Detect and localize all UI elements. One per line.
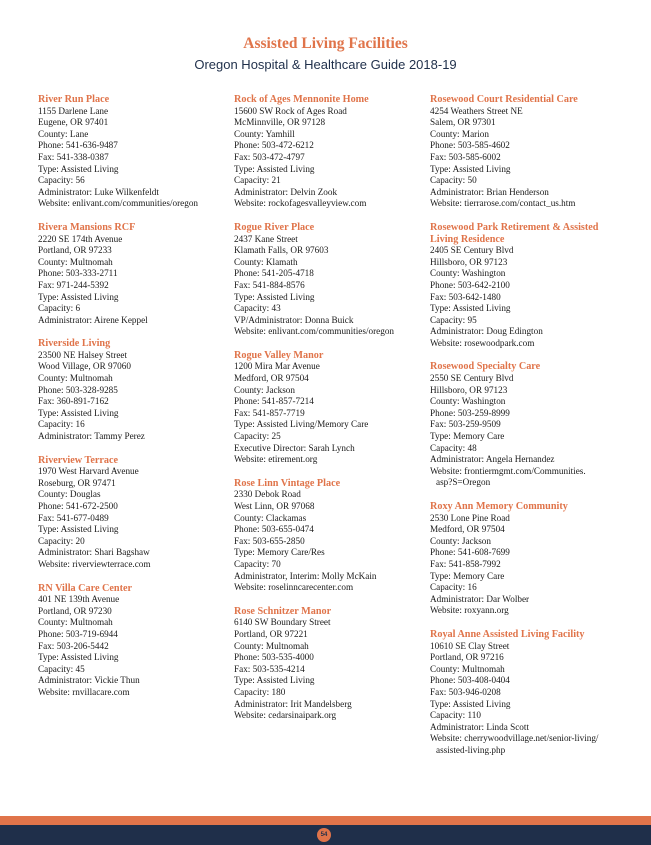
facility-detail: County: Washington [430,268,506,279]
facility-name: Rivera Mansions RCF [38,221,136,233]
facility-website: Website: roxyann.org [430,605,509,616]
facility-detail: Fax: 971-244-5392 [38,279,109,290]
facility-detail: Phone: 541-672-2500 [38,501,118,511]
facility-detail: Type: Assisted Living [38,652,119,663]
facility-detail: Type: Assisted Living/Memory Care [234,419,369,430]
facility-detail: Portland, OR 97221 [234,628,308,639]
facility-detail: Capacity: 25 [234,431,281,442]
facility-detail: 1970 West Harvard Avenue [38,466,139,477]
facility-detail: 401 NE 139th Avenue [38,594,120,605]
facility-name: Rose Linn Vintage Place [234,477,341,489]
facility-detail: 2220 SE 174th Avenue [38,233,123,244]
facility-detail: Fax: 503-642-1480 [430,291,501,302]
facility-detail: Fax: 503-472-4797 [234,151,305,162]
facility-detail: Fax: 541-884-8576 [234,279,305,290]
facility-detail: Administrator: Tammy Perez [38,431,145,442]
facility-detail: 2330 Debok Road [234,489,301,500]
facility-name: Riverview Terrace [38,454,119,466]
facility-detail: Eugene, OR 97401 [38,117,109,128]
facility-detail: Type: Assisted Living [234,675,315,686]
facility-detail: Phone: 503-719-6944 [38,628,118,639]
facility-detail: Phone: 503-472-6212 [234,140,314,151]
facility-entry [38,94,228,210]
facility-detail: Hillsboro, OR 97123 [430,256,508,267]
facility-detail: Wood Village, OR 97060 [38,361,131,372]
facility-name: Rosewood Specialty Care [430,361,541,373]
facility-website: Website: riverviewterrace.com [38,558,151,569]
footer-accent-bar [0,816,651,825]
facility-name: Rosewood Park Retirement & Assisted Living Residence [430,221,599,245]
column-2 [234,94,424,734]
facility-detail: Type: Assisted Living [38,524,119,535]
page-number: 54 [317,828,331,842]
facility-detail: Capacity: 45 [38,663,85,674]
facility-detail: Roseburg, OR 97471 [38,477,116,488]
facility-detail: 6140 SW Boundary Street [234,617,331,628]
facility-entry [430,94,620,210]
facility-detail: County: Multnomah [430,663,505,674]
facility-name: Rose Schnitzer Manor [234,605,332,617]
facility-detail: Administrator: Luke Wilkenfeldt [38,186,159,197]
facility-name: Rogue River Place [234,221,315,233]
facility-detail: Capacity: 43 [234,303,281,314]
facility-entry [234,222,424,338]
facility-name: River Run Place [38,94,110,105]
facility-detail: Phone: 541-857-7214 [234,396,314,407]
facility-detail: Phone: 541-608-7699 [430,547,510,558]
facility-detail: Capacity: 56 [38,175,85,186]
facility-entry [234,94,424,210]
facility-detail: Phone: 503-655-0474 [234,524,314,535]
facility-detail: Administrator: Airene Keppel [38,314,148,325]
facility-detail: Capacity: 48 [430,442,477,453]
facility-detail: Type: Assisted Living [430,303,511,314]
facility-detail: County: Multnomah [38,373,113,384]
facility-detail: Administrator: Brian Henderson [430,186,549,197]
facility-website: Website: etirement.org [234,454,318,465]
facility-detail: Capacity: 95 [430,314,477,325]
facility-detail: Type: Memory Care/Res [234,547,325,558]
facility-detail: Type: Assisted Living [430,163,511,174]
facility-detail: Medford, OR 97504 [234,373,309,384]
facility-detail: Administrator, Interim: Molly McKain [234,570,377,581]
facility-detail: 2550 SE Century Blvd [430,373,514,384]
facility-detail: Fax: 541-338-0387 [38,151,109,162]
facility-detail: Capacity: 16 [38,419,85,430]
facility-detail: Type: Assisted Living [430,698,511,709]
facility-entry [38,583,228,699]
facility-website: Website: tierrarose.com/contact_us.htm [430,198,576,209]
facility-website: assisted-living.php [436,744,506,755]
facility-detail: 2530 Lone Pine Road [430,512,510,523]
facility-detail: County: Clackamas [234,512,307,523]
facility-detail: Type: Memory Care [430,570,505,581]
facility-detail: Fax: 503-535-4214 [234,663,305,674]
facility-detail: Phone: 541-205-4718 [234,268,314,279]
facility-detail: Capacity: 180 [234,686,286,697]
facility-detail: Capacity: 21 [234,175,281,186]
facility-detail: Salem, OR 97301 [430,117,496,128]
facility-entry [430,501,620,617]
facility-name: Royal Anne Assisted Living Facility [430,628,585,640]
facility-detail: Administrator: Vickie Thun [38,675,140,686]
facility-detail: Phone: 503-328-9285 [38,384,118,395]
facility-detail: Administrator: Angela Hernandez [430,454,555,465]
facility-detail: Portland, OR 97230 [38,605,112,616]
facility-detail: West Linn, OR 97068 [234,501,315,511]
facility-detail: Type: Assisted Living [38,291,119,302]
facility-detail: Klamath Falls, OR 97603 [234,245,329,256]
facility-detail: Capacity: 70 [234,558,281,569]
facility-detail: Medford, OR 97504 [430,524,505,535]
facility-detail: Capacity: 20 [38,535,85,546]
facility-detail: Phone: 503-408-0404 [430,675,510,686]
facility-detail: Fax: 541-857-7719 [234,407,305,418]
column-1 [38,94,228,711]
facility-detail: Capacity: 50 [430,175,477,186]
facility-detail: VP/Administrator: Donna Buick [234,314,354,325]
facility-detail: Administrator: Dar Wolber [430,593,530,604]
facility-detail: Portland, OR 97233 [38,245,112,256]
facility-detail: Type: Memory Care [430,431,505,442]
facility-detail: Phone: 503-535-4000 [234,652,314,663]
facility-entry [38,222,228,326]
facility-name: RN Villa Care Center [38,582,133,594]
facility-detail: County: Multnomah [38,256,113,267]
facility-detail: 2405 SE Century Blvd [430,245,514,256]
facility-name: Roxy Ann Memory Community [430,501,568,512]
facility-detail: Capacity: 110 [430,710,481,721]
facility-detail: County: Klamath [234,256,298,267]
facility-website: Website: rnvillacare.com [38,686,130,697]
facility-detail: Fax: 541-858-7992 [430,558,501,569]
facility-website: Website: rockofagesvalleyview.com [234,198,367,209]
facility-detail: Hillsboro, OR 97123 [430,384,508,395]
page-subtitle: Oregon Hospital & Healthcare Guide 2018-19 [194,57,457,72]
facility-entry [430,629,620,757]
facility-detail: Phone: 541-636-9487 [38,140,118,151]
facility-detail: Fax: 503-946-0208 [430,686,501,697]
facility-detail: County: Douglas [38,489,101,500]
facility-name: Rosewood Court Residential Care [430,94,578,105]
facility-website: Website: cedarsinaipark.org [234,710,337,721]
facility-detail: Fax: 503-655-2850 [234,535,305,546]
facility-detail: Fax: 503-585-6002 [430,151,501,162]
facility-detail: Fax: 360-891-7162 [38,396,109,407]
facility-detail: Phone: 503-259-8999 [430,407,510,418]
facility-detail: Capacity: 6 [38,303,81,314]
facility-detail: Phone: 503-585-4602 [430,140,510,151]
facility-detail: Capacity: 16 [430,582,477,593]
facility-detail: Type: Assisted Living [234,291,315,302]
facility-detail: McMinnville, OR 97128 [234,117,326,128]
facility-detail: 15600 SW Rock of Ages Road [234,105,347,116]
facility-detail: 1200 Mira Mar Avenue [234,361,320,372]
facility-detail: County: Yamhill [234,128,295,139]
facility-entry [234,478,424,594]
facility-entry [234,606,424,722]
facility-detail: Administrator: Doug Edington [430,326,543,337]
facility-website: Website: rosewoodpark.com [430,337,535,348]
facility-detail: Administrator: Irit Mandelsberg [234,698,352,709]
facility-website: Website: enlivant.com/communities/oregon [38,198,199,209]
facility-website: Website: cherrywoodvillage.net/senior-living/ [430,733,599,744]
facility-detail: County: Lane [38,128,89,139]
facility-detail: Fax: 541-677-0489 [38,512,109,523]
facility-detail: Administrator: Shari Bagshaw [38,547,150,558]
facility-detail: Phone: 503-642-2100 [430,279,510,290]
facility-detail: Fax: 503-206-5442 [38,640,109,651]
facility-detail: 2437 Kane Street [234,233,298,244]
facility-detail: County: Marion [430,128,489,139]
facility-detail: Phone: 503-333-2711 [38,268,118,279]
facility-detail: 1155 Darlene Lane [38,105,109,116]
facility-detail: County: Jackson [234,384,295,395]
facility-detail: Type: Assisted Living [234,163,315,174]
facility-entry [430,361,620,489]
facility-detail: County: Multnomah [38,617,113,628]
facility-website: asp?S=Oregon [436,477,491,488]
facility-detail: Executive Director: Sarah Lynch [234,442,355,453]
facility-detail: Type: Assisted Living [38,407,119,418]
page-title: Assisted Living Facilities [243,35,408,52]
facility-detail: 4254 Weathers Street NE [430,105,523,116]
facility-website: Website: frontiermgmt.com/Communities. [430,465,586,476]
facility-name: Riverside Living [38,338,111,350]
facility-name: Rogue Valley Manor [234,349,324,361]
facility-entry [38,338,228,442]
facility-detail: Administrator: Delvin Zook [234,186,338,197]
facility-detail: County: Washington [430,396,506,407]
column-3 [430,94,620,768]
facility-detail: Administrator: Linda Scott [430,721,530,732]
facility-detail: 23500 NE Halsey Street [38,349,128,360]
facility-entry [234,350,424,466]
facility-detail: Fax: 503-259-9509 [430,419,501,430]
facility-detail: County: Multnomah [234,640,309,651]
facility-detail: County: Jackson [430,535,491,546]
facility-entry [430,222,620,350]
page-header [0,34,651,74]
facility-website: Website: enlivant.com/communities/oregon [234,326,395,337]
facility-name: Rock of Ages Mennonite Home [234,94,369,105]
facility-detail: Type: Assisted Living [38,163,119,174]
facility-entry [38,455,228,571]
facility-website: Website: roselinncarecenter.com [234,582,354,593]
facility-detail: Portland, OR 97216 [430,652,504,663]
facility-detail: 10610 SE Clay Street [430,640,510,651]
